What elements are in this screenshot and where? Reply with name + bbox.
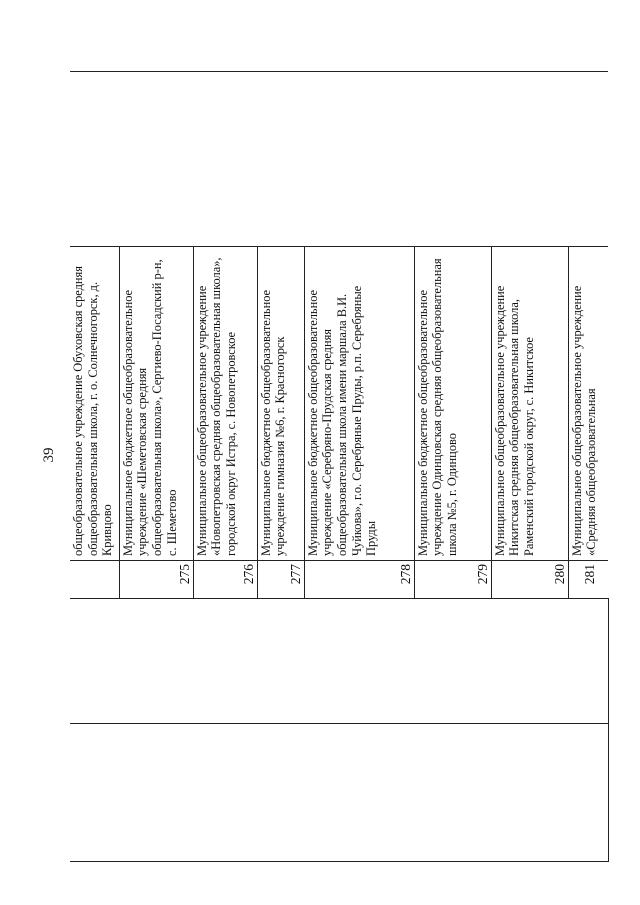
institution-name: Муниципальное бюджетное общеобразовательное учреждение гимназия №6, г. Красногорск	[257, 247, 304, 561]
row-number	[70, 561, 119, 599]
row-number: 278	[304, 561, 414, 599]
institution-name: Муниципальное бюджетное общеобразовательное учреждение «Серебряно-Прудская средняя общеобразовательная школа имени маршала В.И. Чуйкова», г.о. Серебряные Пруды, р.п. Серебряные Пруды	[304, 247, 414, 561]
institution-name: Муниципальное общеобразовательное учреждение «Новопетровская средняя общеобразовательная школа», городской округ Истра, с. Новопетровское	[193, 247, 257, 561]
second-blank-column	[70, 599, 608, 724]
table-row	[70, 72, 119, 862]
rotated-table-wrapper	[70, 72, 608, 862]
institution-name: общеобразовательное учреждение Обуховская средняя общеобразовательная школа, г. о. Солнечногорск, д. Кривцово	[70, 247, 119, 561]
left-blank-column	[70, 724, 608, 862]
row-number: 277	[257, 561, 304, 599]
row-number: 281	[568, 561, 608, 599]
row-number: 276	[193, 561, 257, 599]
right-blank-column	[70, 72, 608, 247]
row-number: 279	[414, 561, 491, 599]
page-number: 39	[41, 447, 57, 463]
institution-name: Муниципальное бюджетное общеобразовательное учреждение «Шеметовская средняя общеобразовательная школа», Сергиево-Посадский р-н, с. Шеметово	[119, 247, 193, 561]
row-number: 280	[491, 561, 568, 599]
institution-name: Муниципальное общеобразовательное учреждение Никитская средняя общеобразовательная школа, Раменский городской округ, с. Никитское	[491, 247, 568, 561]
institution-name: Муниципальное бюджетное общеобразовательное учреждение Одинцовская средняя общеобразовательная школа №5, г. Одинцово	[414, 247, 491, 561]
document-table	[70, 71, 609, 862]
institution-name: Муниципальное общеобразовательное учреждение «Средняя общеобразовательная	[568, 247, 608, 561]
row-number: 275	[119, 561, 193, 599]
